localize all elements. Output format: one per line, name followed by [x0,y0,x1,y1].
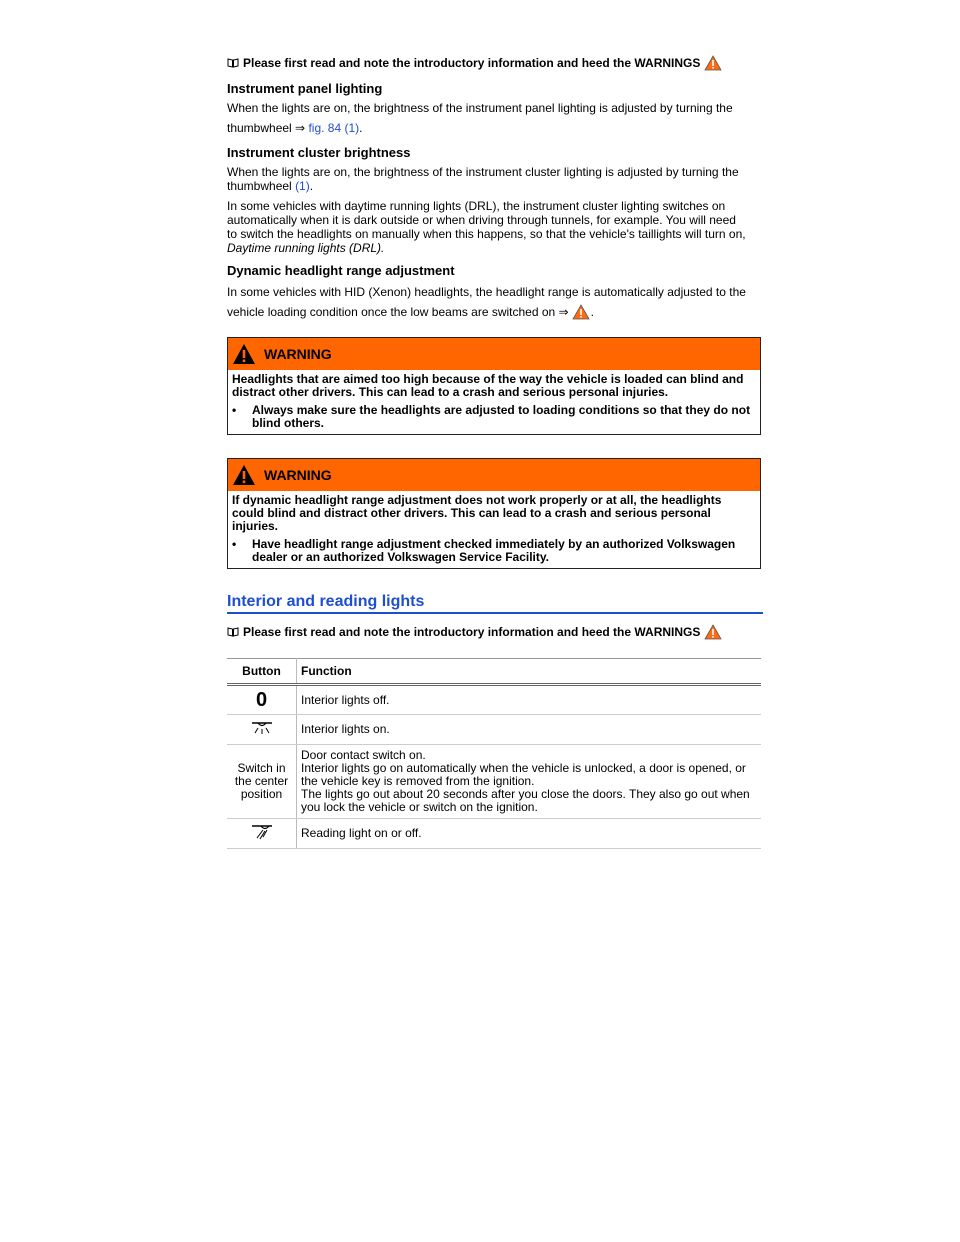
paragraph: In some vehicles with daytime running lights (DRL), the instrument cluster lighting switches on automatically when it is dark outside or when driving through tunnels, for example. You will need to switch the headlights on manually when this happens, so that the vehicle's taillights will turn on, Daytime running lights (DRL). [227,199,746,255]
table-row [227,715,761,745]
button-cell [227,715,297,745]
function-cell: Door contact switch on. Interior lights go on automatically when the vehicle is unlocked, a door is opened, or the vehicle key is removed from the ignition. The lights go out about 20 seconds after you close the doors. They also go out when you lock the vehicle or switch on the ignition. [297,745,762,819]
warning-icon [232,464,256,486]
button-cell: Switch in the center position [227,745,297,819]
function-table [227,658,761,849]
button-cell [227,685,297,715]
function-cell: Interior lights on. [297,715,762,745]
section-heading: Instrument cluster brightness [227,145,411,160]
intro-note [227,624,722,640]
warning-text: If dynamic headlight range adjustment does not work properly or at all, the headlights could blind and distract other drivers. This can lead to a crash and serious personal injuries. [232,493,722,533]
paragraph: thumbwheel ⇒ fig. 84 (1). [227,121,363,135]
button-cell [227,819,297,849]
warning-body [228,370,760,434]
warning-box [227,337,761,435]
section-heading: Dynamic headlight range adjustment [227,263,455,278]
warning-icon [232,343,256,365]
warning-box [227,458,761,569]
column-header-button: Button [227,659,297,685]
warning-triangle-icon[interactable] [572,304,590,320]
paragraph: In some vehicles with HID (Xenon) headlights, the headlight range is automatically adjusted to the [227,285,746,299]
warning-bullet: • Have headlight range adjustment checked immediately by an authorized Volkswagen dealer or an authorized Volkswagen Service Facility. [232,537,736,564]
warning-text: Headlights that are aimed too high because of the way the vehicle is loaded can blind and distract other drivers. This can lead to a crash and serious personal injuries. [232,372,744,399]
warning-triangle-icon [704,624,722,640]
figure-link[interactable]: (1) [295,179,310,193]
book-icon [227,58,239,68]
warning-triangle-icon [704,55,722,71]
column-header-function: Function [297,659,762,685]
intro-note-text: Please first read and note the introductory information and heed the WARNINGS [243,625,701,639]
warning-body [228,491,760,568]
zero-symbol-icon: 0 [255,689,268,711]
section-heading: Instrument panel lighting [227,81,383,96]
interior-light-icon [251,721,273,735]
table-row [227,819,761,849]
warning-label: WARNING [264,346,332,362]
reading-light-icon [251,824,273,840]
warning-header [228,459,760,491]
section-title: Interior and reading lights [227,592,763,614]
intro-note-text: Please first read and note the introductory information and heed the WARNINGS [243,56,701,70]
table-header-row [227,659,761,685]
book-icon [227,627,239,637]
warning-header [228,338,760,370]
paragraph: vehicle loading condition once the low beams are switched on ⇒ . [227,305,594,319]
table-row [227,685,761,715]
figure-link[interactable]: fig. 84 (1) [308,121,360,135]
table-row [227,745,761,819]
crossref-link[interactable]: Daytime running lights (DRL). [227,241,385,255]
warning-label: WARNING [264,467,332,483]
paragraph: When the lights are on, the brightness of the instrument cluster lighting is adjusted by turning the thumbwheel (1). [227,165,739,193]
function-cell: Reading light on or off. [297,819,762,849]
warning-bullet: • Always make sure the headlights are adjusted to loading conditions so that they do not blind others. [232,403,751,430]
intro-note [227,55,722,71]
function-cell: Interior lights off. [297,685,762,715]
paragraph: When the lights are on, the brightness of the instrument panel lighting is adjusted by turning the [227,101,733,115]
